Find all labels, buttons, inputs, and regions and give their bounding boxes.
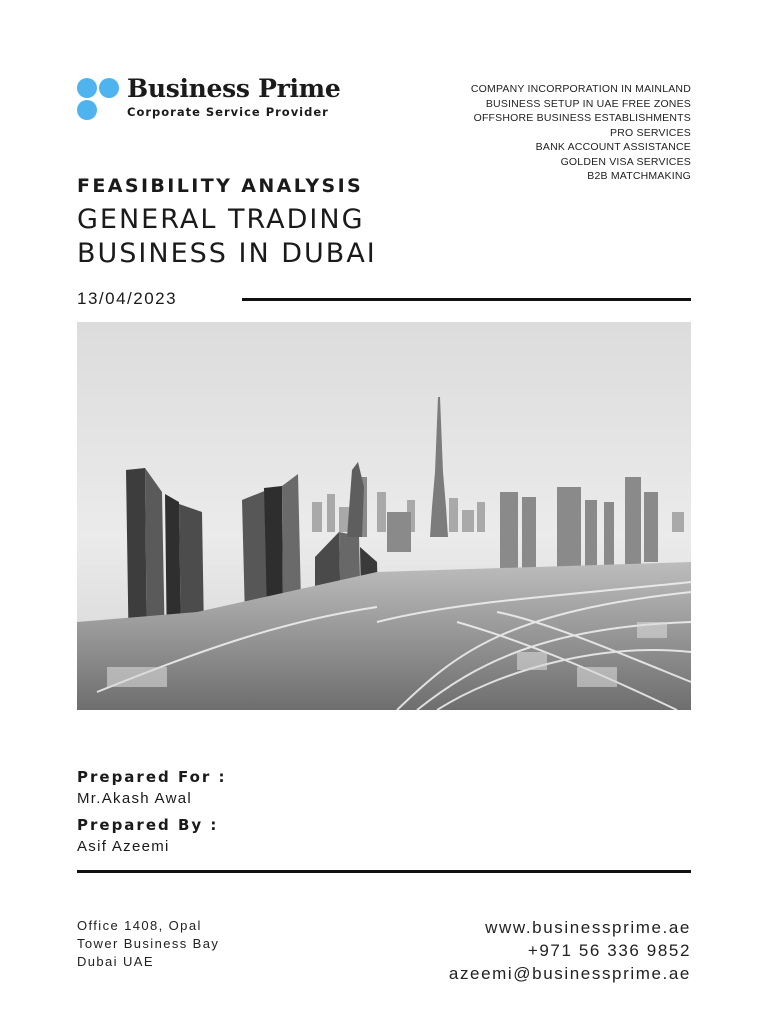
office-address: [77, 917, 219, 971]
brand-logo: [77, 76, 357, 124]
brand-tagline: Corporate Service Provider: [127, 105, 329, 119]
prepared-for-value: Mr.Akash Awal: [77, 790, 193, 807]
service-item: COMPANY INCORPORATION IN MAINLAND: [470, 83, 691, 95]
service-item: B2B MATCHMAKING: [587, 170, 691, 182]
service-item: BUSINESS SETUP IN UAE FREE ZONES: [485, 97, 691, 110]
service-item: OFFSHORE BUSINESS ESTABLISHMENTS: [473, 112, 691, 124]
service-item: BANK ACCOUNT ASSISTANCE: [535, 141, 691, 153]
brand-name: Business Prime: [127, 74, 341, 103]
document-title: [77, 203, 377, 271]
email-link[interactable]: azeemi@businessprime.ae: [448, 964, 691, 983]
document-date: 13/04/2023: [77, 289, 178, 308]
prepared-by-label: Prepared By :: [77, 816, 219, 834]
footer-divider: [77, 870, 691, 873]
document-kicker: FEASIBILITY ANALYSIS: [77, 175, 364, 197]
address-line: Office 1408, Opal: [77, 918, 202, 933]
address-line: Dubai UAE: [77, 954, 154, 969]
service-item: GOLDEN VISA SERVICES: [560, 155, 691, 168]
prepared-by-value: Asif Azeemi: [77, 838, 170, 855]
logo-dots-icon: [77, 78, 121, 122]
date-divider: [242, 298, 691, 301]
website-link[interactable]: www.businessprime.ae: [485, 918, 691, 937]
dubai-skyline-photo: [77, 322, 691, 710]
phone-number[interactable]: +971 56 336 9852: [527, 941, 691, 960]
title-line-1: GENERAL TRADING: [77, 204, 365, 235]
title-line-2: BUSINESS IN DUBAI: [77, 238, 377, 269]
prepared-for-label: Prepared For :: [77, 768, 227, 786]
address-line: Tower Business Bay: [77, 936, 220, 951]
service-item: PRO SERVICES: [610, 126, 691, 139]
services-list: [471, 82, 691, 184]
contact-info: [449, 916, 691, 985]
